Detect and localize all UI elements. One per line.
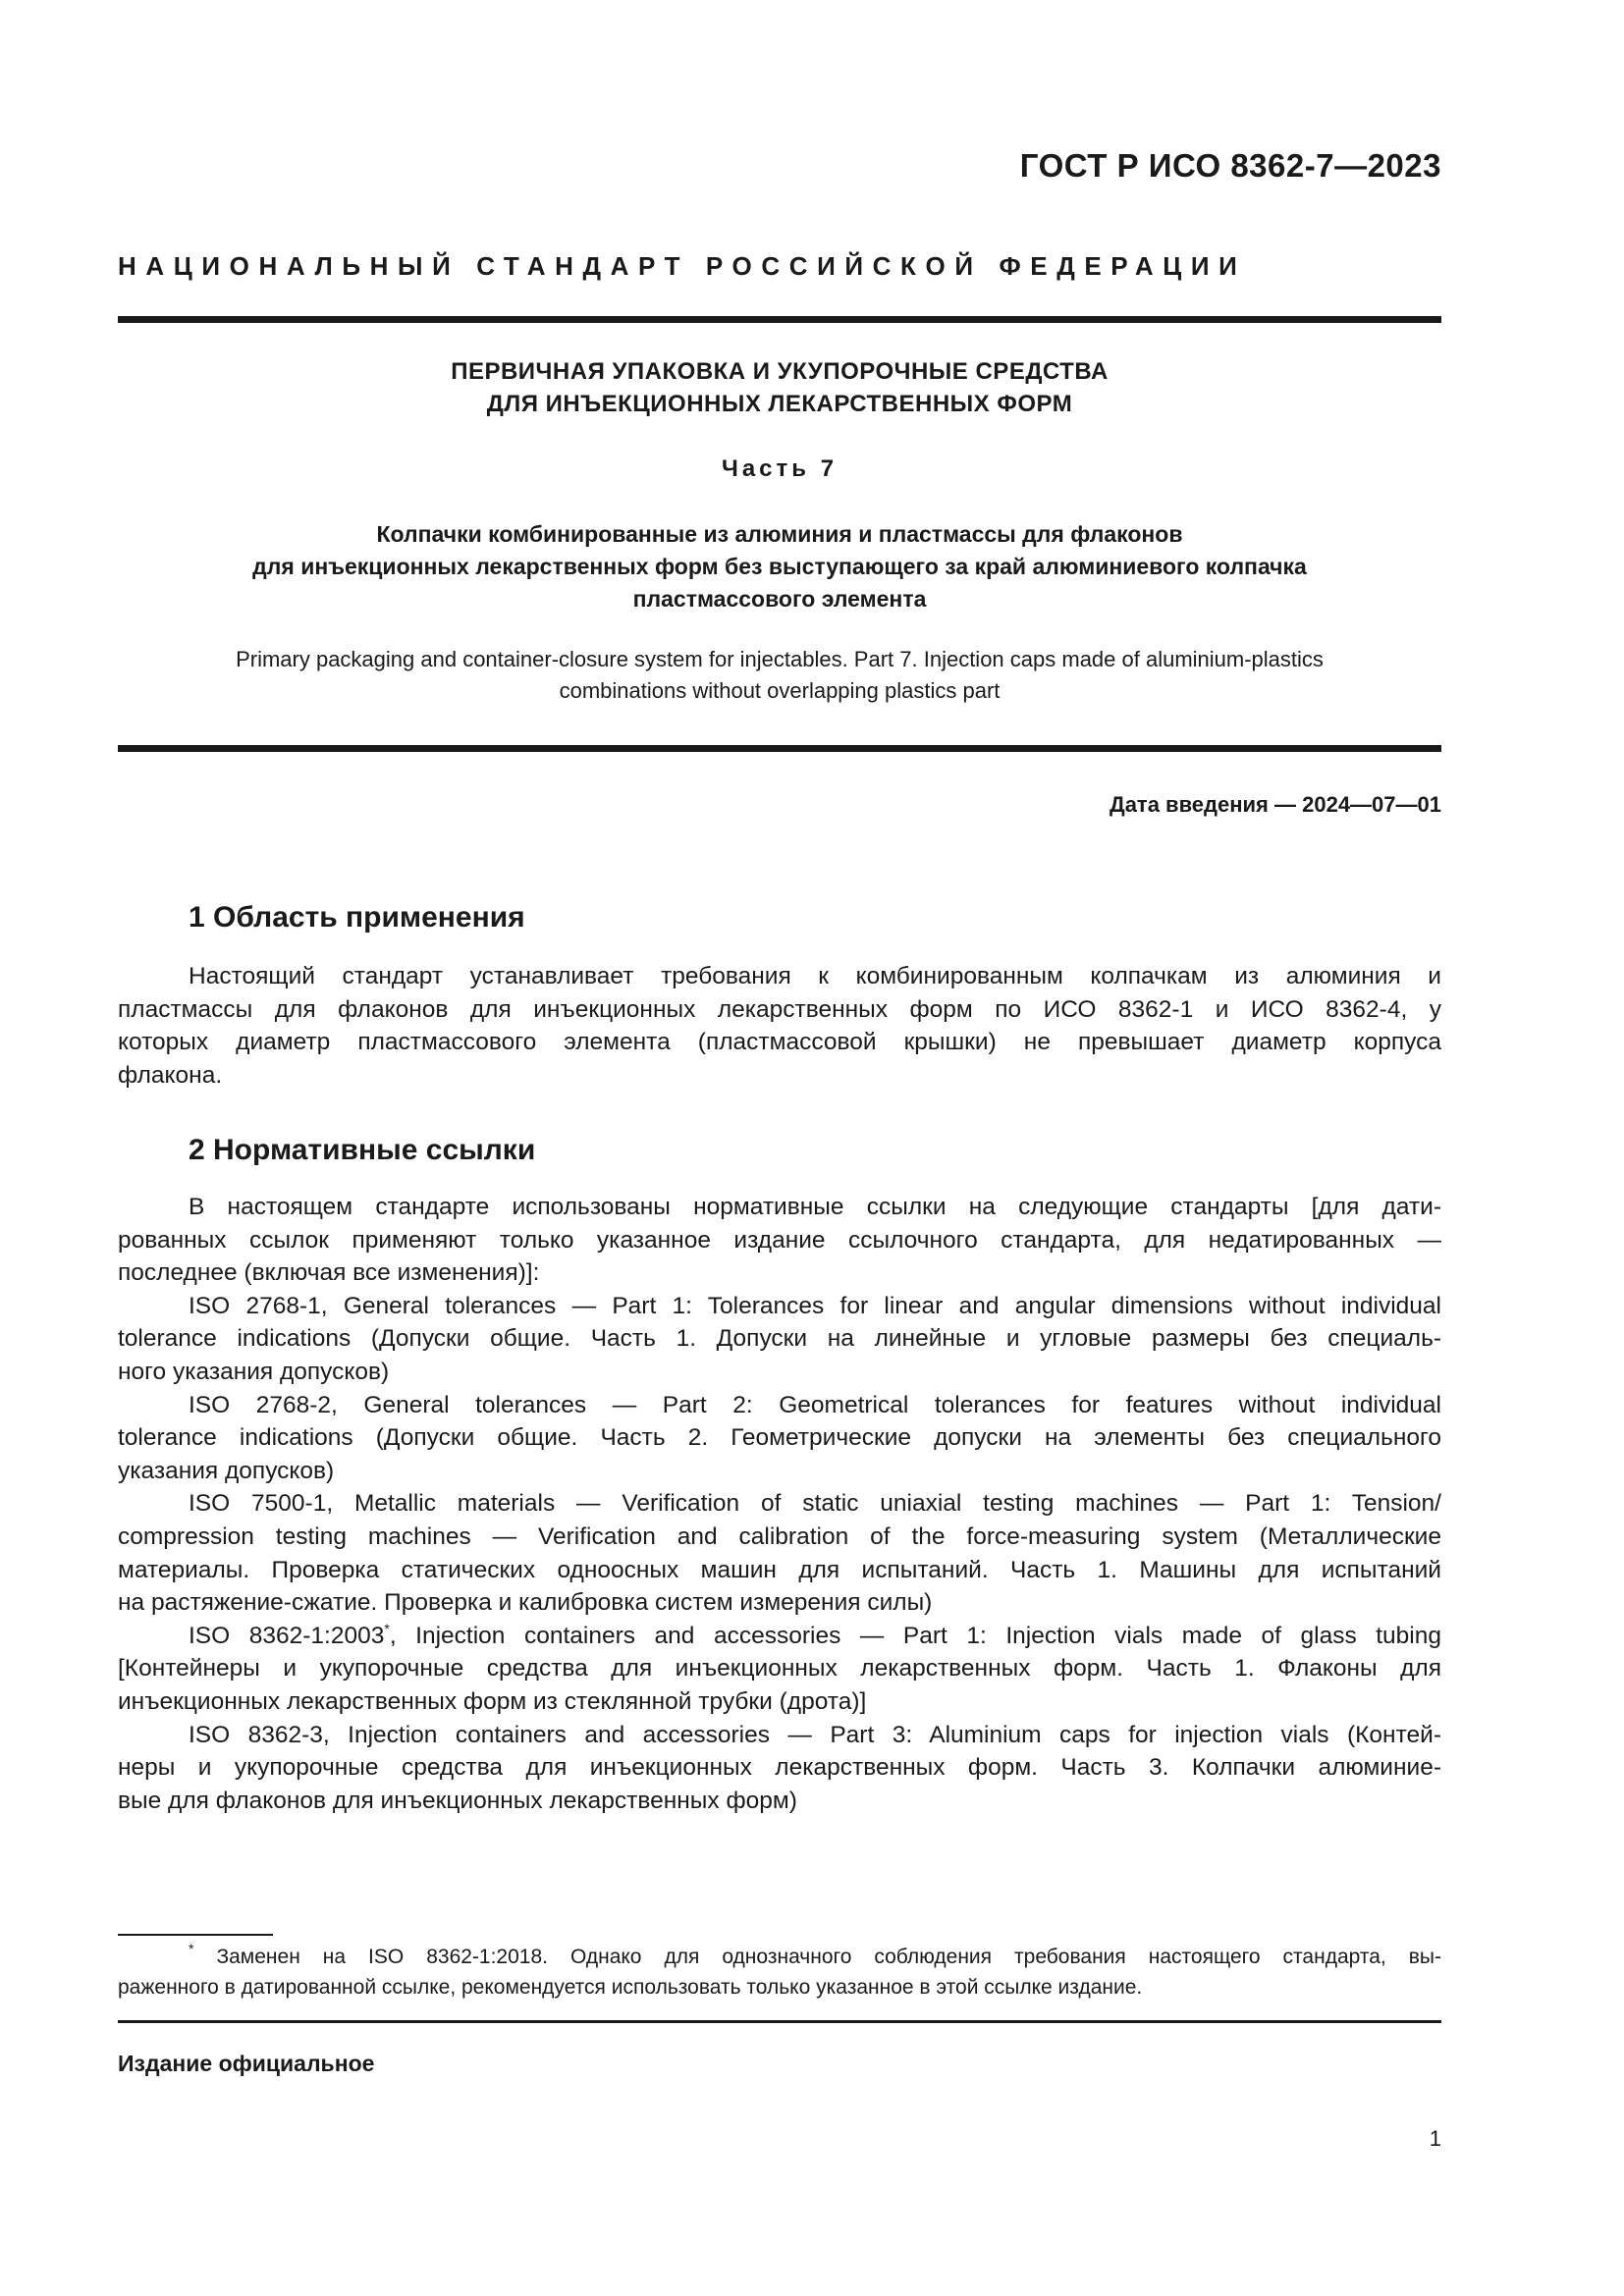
text-line: compression testing machines — Verification and calibration of the force-measuring system (Металлические	[118, 1522, 1441, 1550]
reference-title: , Injection containers and accessories — Part 1: Injection vials made of glass tubing	[389, 1622, 1441, 1649]
text-line: tolerance indications (Допуски общие. Часть 2. Геометрические допуски на элементы без специального	[118, 1424, 1441, 1452]
part-label: Часть 7	[721, 455, 839, 482]
footnote	[118, 1942, 1441, 2002]
top-rule	[118, 316, 1441, 323]
part-subtitle-line: Колпачки комбинированные из алюминия и пластмассы для флаконов	[376, 521, 1183, 547]
footnote-text: Заменен на ISO 8362-1:2018. Однако для однозначного соблюдения требования настоящего стандарта, вы-	[193, 1946, 1441, 1968]
standard-title-line: ДЛЯ ИНЪЕКЦИОННЫХ ЛЕКАРСТВЕННЫХ ФОРМ	[486, 391, 1073, 417]
text-line: инъекционных лекарственных форм из стеклянной трубки (дрота)]	[118, 1687, 867, 1715]
page-number: 1	[1429, 2126, 1441, 2151]
reference-code: ISO 8362-1:2003	[189, 1622, 385, 1649]
reference-iso-8362-3: ISO 8362-3, Injection containers and accessories — Part 3: Aluminium caps for injection vials (Контей-	[189, 1721, 1441, 1748]
reference-iso-2768-2: ISO 2768-2, General tolerances — Part 2: Geometrical tolerances for features without individual	[189, 1391, 1441, 1418]
normative-references-list	[118, 1191, 1441, 1817]
text-line: tolerance indications (Допуски общие. Часть 1. Допуски на линейные и угловые размеры без специаль-	[118, 1325, 1441, 1353]
text-line: последнее (включая все изменения)]:	[118, 1259, 540, 1287]
text-line: вые для флаконов для инъекционных лекарственных форм)	[118, 1787, 797, 1814]
standard-title	[118, 355, 1441, 420]
footnote-line: раженного в датированной ссылке, рекомендуется использовать только указанное в этой ссылке издание.	[118, 1976, 1143, 1999]
section-heading-scope: 1 Область применения	[189, 901, 525, 934]
english-title-line: Primary packaging and container-closure system for injectables. Part 7. Injection caps made of aluminium-plastics	[236, 647, 1324, 671]
standard-title-line: ПЕРВИЧНАЯ УПАКОВКА И УКУПОРОЧНЫЕ СРЕДСТВА	[451, 358, 1109, 385]
reference-iso-8362-1	[118, 1620, 1441, 1653]
text-line: В настоящем стандарте использованы нормативные ссылки на следующие стандарты [для дати-	[189, 1194, 1441, 1220]
text-line: рованных ссылок применяют только указанное издание ссылочного стандарта, для недатированных —	[118, 1226, 1441, 1254]
reference-iso-7500-1: ISO 7500-1, Metallic materials — Verification of static uniaxial testing machines — Part 1: Tension/	[189, 1490, 1441, 1518]
text-line: которых диаметр пластмассового элемента (пластмассовой крышки) не превышает диаметр корпуса	[118, 1029, 1441, 1056]
part-subtitle	[118, 518, 1441, 615]
text-line: материалы. Проверка статических одноосных машин для испытаний. Часть 1. Машины для испытаний	[118, 1556, 1441, 1583]
text-line: пластмассы для флаконов для инъекционных лекарственных форм по ИСО 8362-1 и ИСО 8362-4, у	[118, 995, 1441, 1023]
text-line: ного указания допусков)	[118, 1358, 390, 1385]
part-subtitle-line: для инъекционных лекарственных форм без выступающего за край алюминиевого колпачка	[252, 554, 1307, 579]
footnote-separator	[118, 1934, 273, 1936]
document-page	[118, 0, 1441, 2296]
section-heading-normative-references: 2 Нормативные ссылки	[189, 1134, 536, 1166]
document-number: ГОСТ Р ИСО 8362-7—2023	[1019, 147, 1441, 184]
title-bottom-rule	[118, 745, 1441, 752]
text-line: на растяжение-сжатие. Проверка и калибровка систем измерения силы)	[118, 1589, 933, 1617]
english-title	[118, 644, 1441, 707]
official-edition-label: Издание официальное	[118, 2051, 375, 2076]
part-subtitle-line: пластмассового элемента	[632, 586, 927, 612]
text-line: [Контейнеры и укупорочные средства для инъекционных лекарственных форм. Часть 1. Флаконы для	[118, 1655, 1441, 1682]
text-line: флакона.	[118, 1061, 223, 1089]
text-line: неры и укупорочные средства для инъекционных лекарственных форм. Часть 3. Колпачки алюминие-	[118, 1754, 1441, 1782]
introduction-date: Дата введения — 2024—07—01	[1110, 792, 1441, 817]
reference-iso-2768-1: ISO 2768-1, General tolerances — Part 1: Tolerances for linear and angular dimensions without individual	[189, 1292, 1441, 1319]
scope-paragraph	[118, 960, 1441, 1092]
english-title-line: combinations without overlapping plastics part	[559, 678, 1001, 703]
footnote-marker[interactable]: *	[384, 1620, 390, 1636]
text-line: Настоящий стандарт устанавливает требования к комбинированным колпачкам из алюминия и	[189, 963, 1441, 989]
footnote-line	[118, 1942, 1441, 1972]
national-standard-banner: НАЦИОНАЛЬНЫЙ СТАНДАРТ РОССИЙСКОЙ ФЕДЕРАЦИИ	[118, 251, 1247, 281]
text-line: указания допусков)	[118, 1457, 335, 1484]
footer-rule	[118, 2020, 1441, 2023]
footnote-marker: *	[189, 1942, 194, 1956]
